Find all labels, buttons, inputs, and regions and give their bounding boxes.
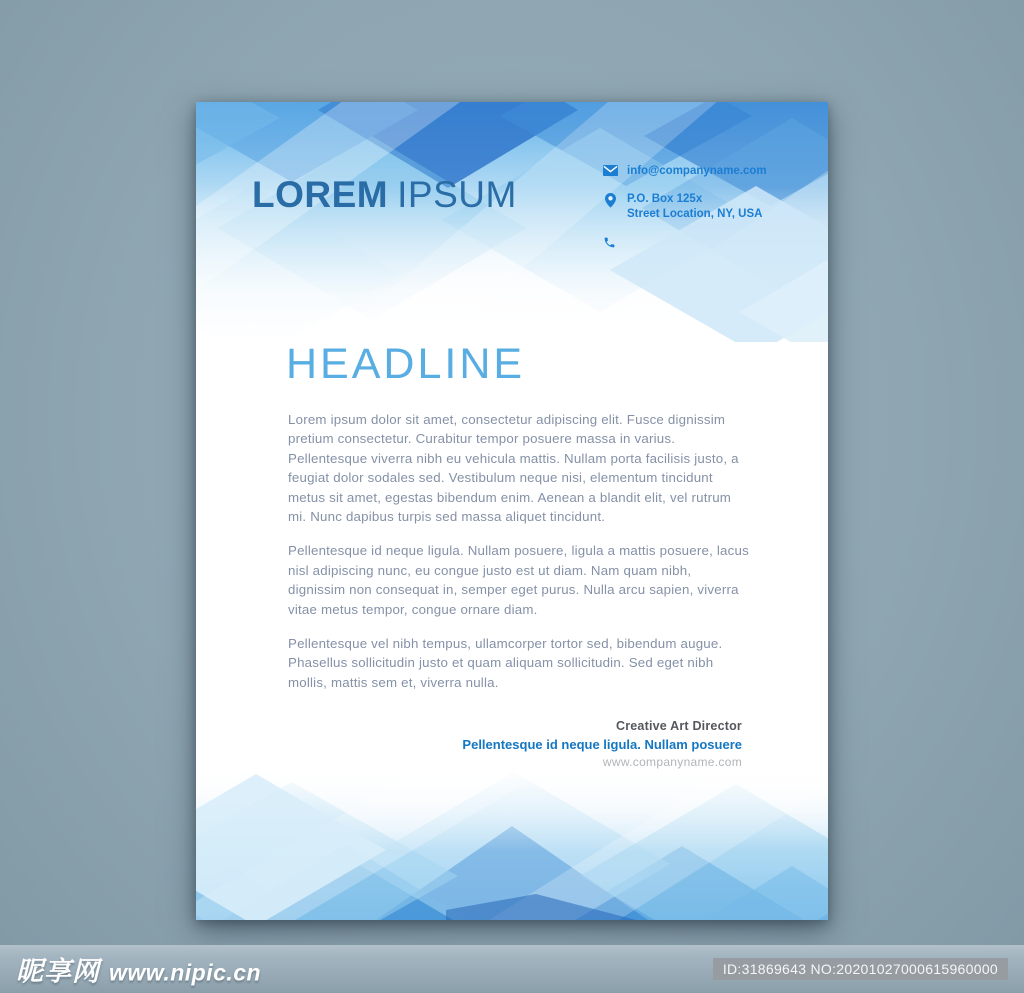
- headline: HEADLINE: [286, 340, 526, 388]
- contact-block: [603, 164, 803, 262]
- signature-block: [462, 719, 742, 769]
- brand-word-primary: LOREM: [252, 174, 389, 215]
- site-watermark: [16, 950, 261, 989]
- contact-row-address: [603, 192, 803, 222]
- image-id-badge: ID:31869643 NO:20201027000615960000: [713, 958, 1008, 980]
- signature-website: www.companyname.com: [602, 755, 742, 769]
- contact-row-phone: [603, 235, 803, 249]
- contact-address-line1: P.O. Box 125x: [627, 192, 703, 205]
- watermark-bar: [0, 945, 1024, 993]
- email-icon: [603, 165, 618, 176]
- location-pin-icon: [605, 193, 616, 208]
- body-paragraph-3: Pellentesque vel nibh tempus, ullamcorper tortor sed, bibendum augue. Phasellus sollicitudin justo et quam aliquam sollicitudin. Sed eget nibh mollis, mattis sem et, viverra nulla.: [288, 636, 723, 690]
- footer-abstract-pattern: [196, 768, 828, 920]
- contact-row-email: [603, 164, 803, 179]
- letterhead-page: [196, 102, 828, 920]
- contact-address-line2: Street Location, NY, USA: [627, 207, 763, 220]
- brand-title: [252, 174, 517, 216]
- signature-tagline: Pellentesque id neque ligula. Nullam posuere: [462, 737, 742, 752]
- letter-body: [288, 340, 750, 707]
- brand-word-secondary: IPSUM: [397, 174, 517, 215]
- phone-icon: [603, 236, 616, 249]
- site-url: www.nipic.cn: [109, 959, 262, 986]
- contact-email: info@companyname.com: [627, 165, 767, 177]
- body-paragraph-1: Lorem ipsum dolor sit amet, consectetur adipiscing elit. Fusce dignissim pretium consectetur. Curabitur tempor posuere massa in varius. Pellentesque viverra nibh eu vehicula mattis. Nullam porta facilisis justo, a feugiat dolor sodales sed. Vestibulum neque nisi, elementum tincidunt metus sit amet, egestas bibendum enim. Aenean a blandit elit, vel rutrum mi. Nunc dapibus turpis sed massa aliquet tincidunt.: [288, 412, 739, 525]
- site-logo-text: 昵享网: [16, 956, 100, 987]
- body-paragraph-2: Pellentesque id neque ligula. Nullam posuere, ligula a mattis posuere, lacus nisl adipiscing nunc, eu congue justo est ut diam. Nam quam nibh, dignissim non consequat in, semper eget purus. Nulla arcu sapien, viverra vitae metus tempor, congue ornare diam.: [288, 543, 749, 617]
- contact-address: [627, 192, 762, 222]
- signature-role: Creative Art Director: [615, 719, 742, 733]
